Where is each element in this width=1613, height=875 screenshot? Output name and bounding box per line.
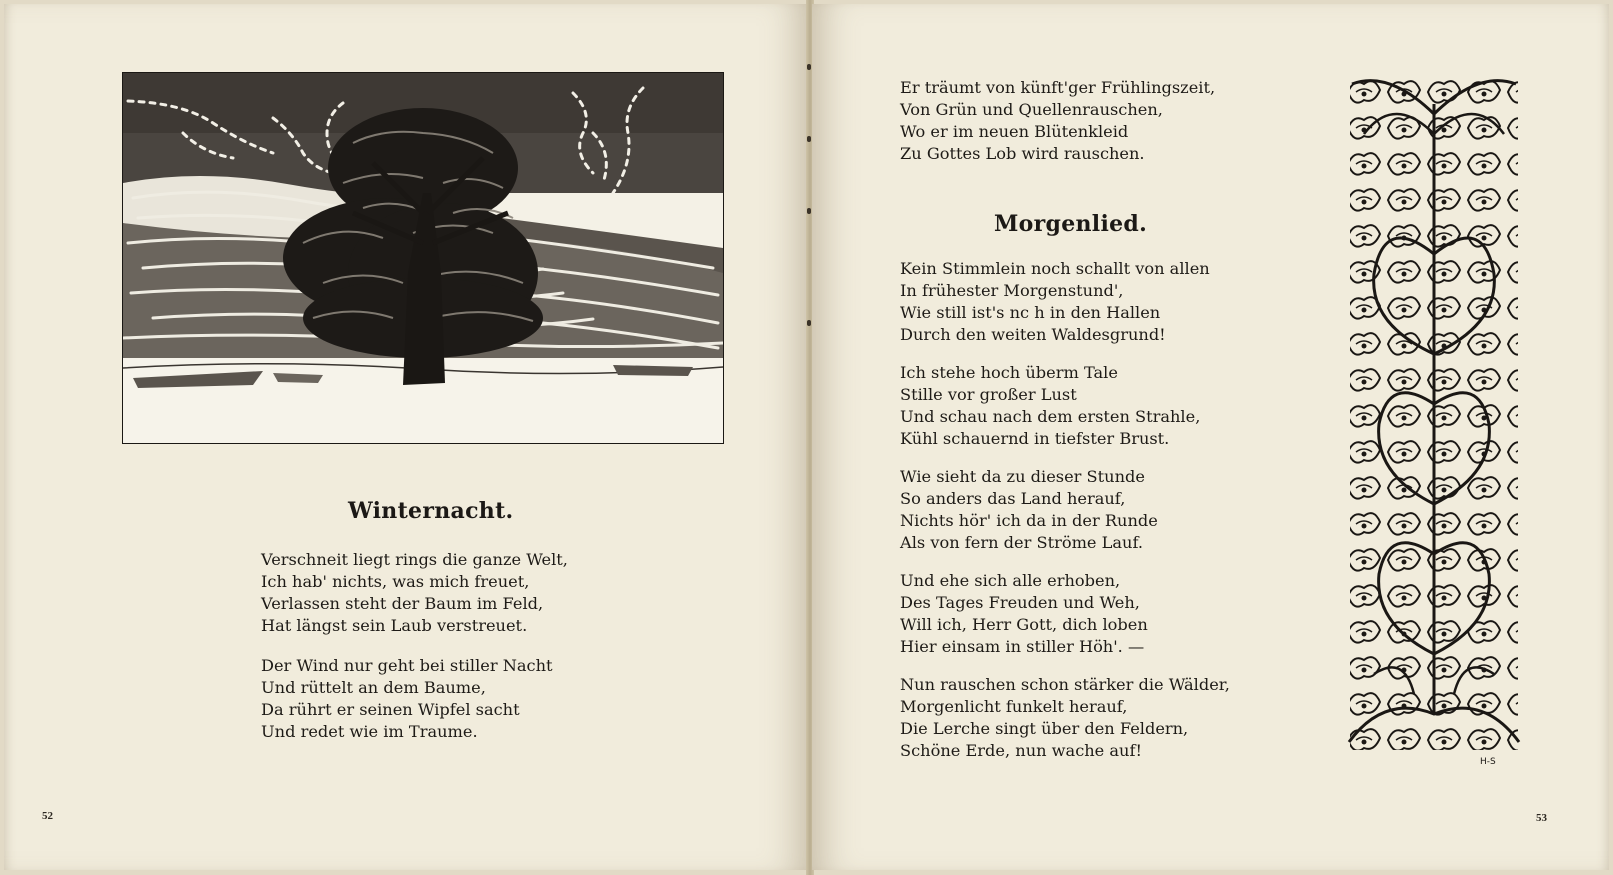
binding-stitch <box>807 136 811 142</box>
stanza-4 <box>900 570 1148 658</box>
stanza-5 <box>900 674 1230 762</box>
verse-line: Und rüttelt an dem Baume, <box>261 678 486 697</box>
verse-line: Er träumt von künft'ger Frühlingszeit, <box>900 78 1216 97</box>
verse-line: Schöne Erde, nun wache auf! <box>900 741 1142 760</box>
verse-line: Der Wind nur geht bei stiller Nacht <box>261 656 553 675</box>
verse-line: Stille vor großer Lust <box>900 385 1077 404</box>
floral-ornament-border <box>1344 74 1524 768</box>
poem-title-morgenlied: Morgenlied. <box>994 211 1148 237</box>
verse-line: Des Tages Freuden und Weh, <box>900 593 1140 612</box>
verse-line: Durch den weiten Waldesgrund! <box>900 325 1166 344</box>
monogram: H-S <box>1480 757 1496 767</box>
opening-stanza <box>900 77 1215 165</box>
stanza-3 <box>900 466 1158 554</box>
verse-line: Verlassen steht der Baum im Feld, <box>261 594 544 613</box>
verse-line: Hat längst sein Laub verstreuet. <box>261 616 528 635</box>
binding-stitch <box>807 208 811 214</box>
verse-line: Und redet wie im Traume. <box>261 722 478 741</box>
verse-line: Kein Stimmlein noch schallt von allen <box>900 259 1210 278</box>
verse-line: Verschneit liegt rings die ganze Welt, <box>261 550 568 569</box>
verse-line: Nichts hör' ich da in der Runde <box>900 511 1158 530</box>
stanza-1 <box>900 258 1210 346</box>
verse-line: Von Grün und Quellenrauschen, <box>900 100 1163 119</box>
verse-line: Ich hab' nichts, was mich freuet, <box>261 572 530 591</box>
verse-line: Morgenlicht funkelt herauf, <box>900 697 1128 716</box>
verse-line: Wo er im neuen Blütenkleid <box>900 122 1129 141</box>
poem-title-winternacht: Winternacht. <box>348 498 514 524</box>
verse-line: Will ich, Herr Gott, dich loben <box>900 615 1148 634</box>
stanza-2 <box>261 655 553 743</box>
page-number-right: 53 <box>1536 812 1547 824</box>
verse-line: Und schau nach dem ersten Strahle, <box>900 407 1201 426</box>
verse-line: Die Lerche singt über den Feldern, <box>900 719 1189 738</box>
verse-line: Da rührt er seinen Wipfel sacht <box>261 700 520 719</box>
stanza-2 <box>900 362 1200 450</box>
verse-line: Ich stehe hoch überm Tale <box>900 363 1118 382</box>
verse-line: Wie sieht da zu dieser Stunde <box>900 467 1145 486</box>
verse-line: In frühester Morgenstund', <box>900 281 1124 300</box>
verse-line: Als von fern der Ströme Lauf. <box>900 533 1144 552</box>
verse-line: Nun rauschen schon stärker die Wälder, <box>900 675 1230 694</box>
verse-line: Zu Gottes Lob wird rauschen. <box>900 144 1145 163</box>
left-page <box>4 4 808 870</box>
verse-line: Wie still ist's nc h in den Hallen <box>900 303 1161 322</box>
right-page <box>812 4 1609 870</box>
page-number-left: 52 <box>42 810 53 822</box>
winter-tree-woodcut <box>122 72 724 444</box>
verse-line: So anders das Land herauf, <box>900 489 1126 508</box>
verse-line: Und ehe sich alle erhoben, <box>900 571 1121 590</box>
binding-stitch <box>807 64 811 70</box>
stanza-1 <box>261 549 568 637</box>
verse-line: Hier einsam in stiller Höh'. — <box>900 637 1145 656</box>
binding-stitch <box>807 320 811 326</box>
verse-line: Kühl schauernd in tiefster Brust. <box>900 429 1170 448</box>
